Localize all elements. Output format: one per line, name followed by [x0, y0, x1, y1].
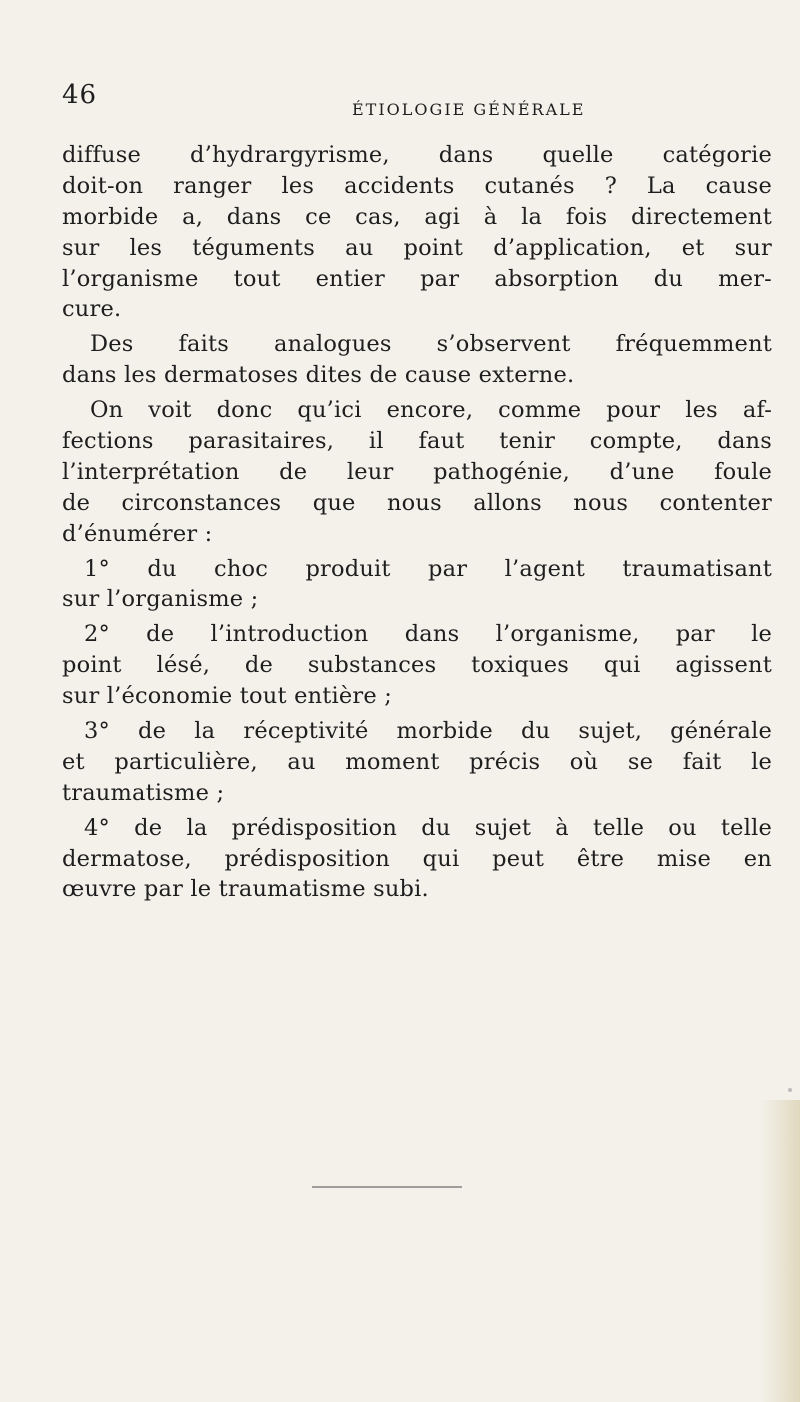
text-line: sur l’organisme ; — [62, 586, 259, 613]
running-head: ÉTIOLOGIE GÉNÉRALE — [352, 100, 586, 119]
page-edge-stain — [760, 1100, 800, 1402]
text-line: point lésé, de substances toxiques qui agissent — [62, 652, 772, 679]
text-line: On voit donc qu’ici encore, comme pour les af- — [90, 397, 772, 424]
text-line: sur l’économie tout entière ; — [62, 683, 393, 710]
text-line: l’interprétation de leur pathogénie, d’une foule — [62, 458, 772, 485]
text-line: et particulière, au moment précis où se fait le — [62, 748, 772, 775]
text-line: sur les téguments au point d’application, et sur — [62, 234, 772, 261]
text-line: dans les dermatoses dites de cause externe. — [62, 362, 575, 389]
text-line: Des faits analogues s’observent fréquemment — [90, 331, 772, 358]
text-line: doit-on ranger les accidents cutanés ? La cause — [62, 172, 772, 199]
text-line: dermatose, prédisposition qui peut être mise en — [62, 845, 772, 872]
page-header — [62, 80, 772, 120]
text-line: diffuse d’hydrargyrisme, dans quelle catégorie — [62, 142, 772, 168]
list-item-line: 1° du choc produit par l’agent traumatisant — [84, 555, 772, 582]
text-line: d’énumérer : — [62, 520, 213, 547]
list-item-line: 3° de la réceptivité morbide du sujet, générale — [84, 718, 772, 745]
text-line: de circonstances que nous allons nous contenter — [62, 489, 772, 516]
text-line: traumatisme ; — [62, 779, 225, 806]
text-line: œuvre par le traumatisme subi. — [62, 876, 429, 903]
list-item-line: 4° de la prédisposition du sujet à telle ou telle — [84, 814, 772, 841]
list-item-line: 2° de l’introduction dans l’organisme, par le — [84, 621, 772, 648]
text-line: fections parasitaires, il faut tenir compte, dans — [62, 428, 772, 455]
page-number: 46 — [62, 80, 98, 110]
ink-speck — [788, 1088, 792, 1092]
text-line: l’organisme tout entier par absorption du mer- — [62, 265, 772, 292]
text-line: morbide a, dans ce cas, agi à la fois directement — [62, 203, 772, 230]
text-line: cure. — [62, 296, 122, 323]
bottom-rule — [312, 1186, 462, 1188]
body-text — [62, 140, 772, 905]
